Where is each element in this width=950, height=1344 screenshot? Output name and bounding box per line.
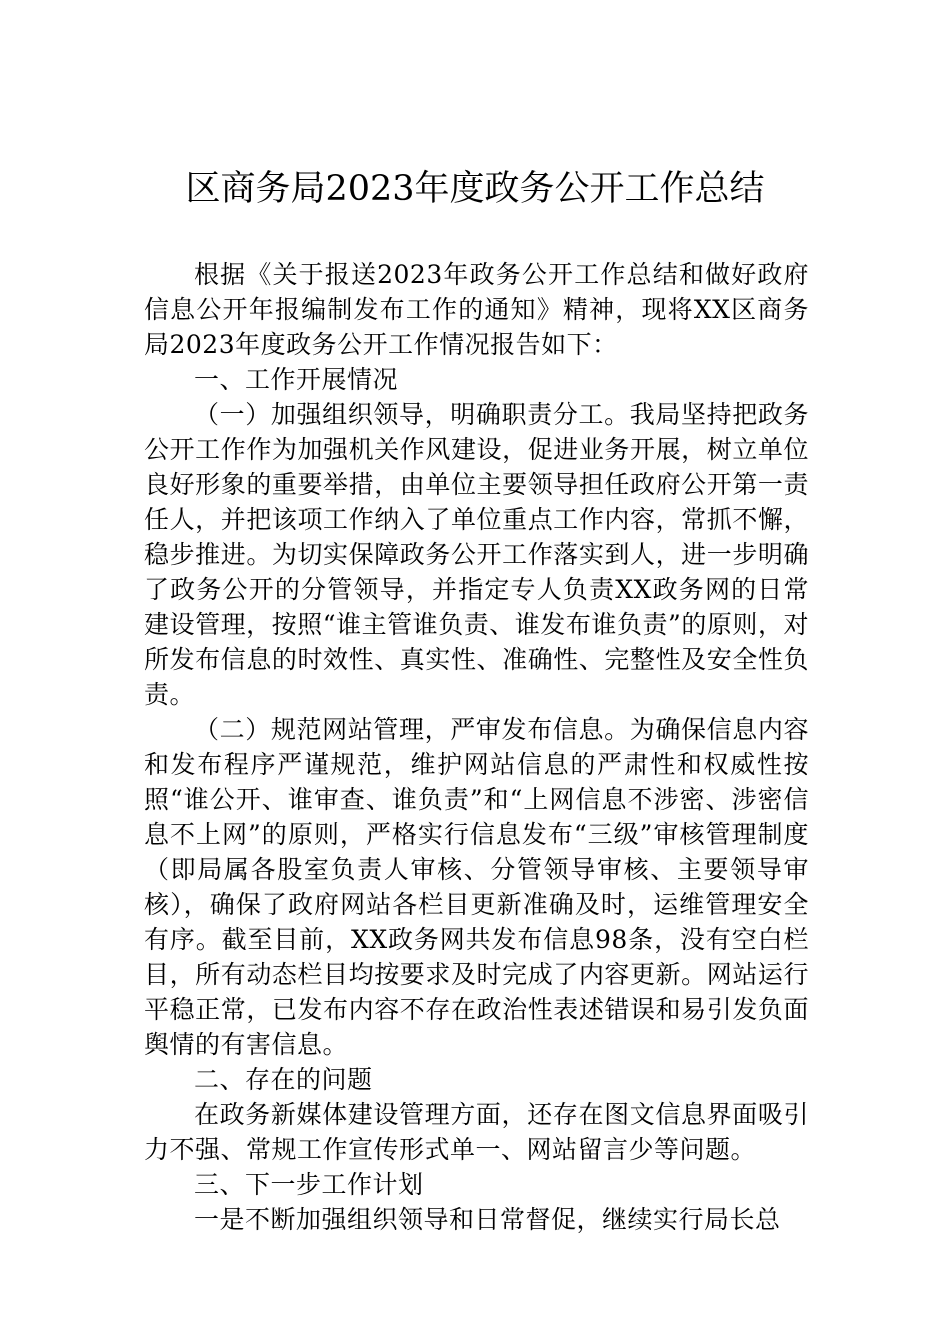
section-heading-3: 三、下一步工作计划	[194, 1170, 424, 1199]
document-body	[144, 257, 809, 1237]
paragraph-plan: 一是不断加强组织领导和日常督促，继续实行局长总	[194, 1205, 781, 1234]
section-heading-1: 一、工作开展情况	[194, 365, 399, 394]
paragraph-website-management: （二）规范网站管理，严审发布信息。为确保信息内容和发布程序严谨规范，维护网站信息的严肃性和权威性按照“谁公开、谁审查、谁负责”和“上网信息不涉密、涉密信息不上网”的原则，严格实行信息发布“三级”审核管理制度（即局属各股室负责人审核、分管领导审核、主要领导审核），确保了政府网站各栏目更新准确及时，运维管理安全有序。截至目前，XX政务网共发布信息98条，没有空白栏目，所有动态栏目均按要求及时完成了内容更新。网站运行平稳正常，已发布内容不存在政治性表述错误和易引发负面舆情的有害信息。	[144, 715, 809, 1059]
paragraph-organization: （一）加强组织领导，明确职责分工。我局坚持把政务公开工作作为加强机关作风建设，促进业务开展，树立单位良好形象的重要举措，由单位主要领导担任政府公开第一责任人，并把该项工作纳入了单位重点工作内容，常抓不懈，稳步推进。为切实保障政务公开工作落实到人，进一步明确了政务公开的分管领导，并指定专人负责XX政务网的日常建设管理，按照“谁主管谁负责、谁发布谁负责”的原则，对所发布信息的时效性、真实性、准确性、完整性及安全性负责。	[144, 400, 809, 709]
section-heading-2: 二、存在的问题	[194, 1065, 373, 1094]
paragraph-problems: 在政务新媒体建设管理方面，还存在图文信息界面吸引力不强、常规工作宣传形式单一、网站留言少等问题。	[144, 1100, 809, 1164]
paragraph-intro: 根据《关于报送2023年政务公开工作总结和做好政府信息公开年报编制发布工作的通知》精神，现将XX区商务局2023年度政务公开工作情况报告如下：	[144, 260, 809, 359]
document-title: 区商务局2023年度政务公开工作总结	[185, 169, 765, 209]
